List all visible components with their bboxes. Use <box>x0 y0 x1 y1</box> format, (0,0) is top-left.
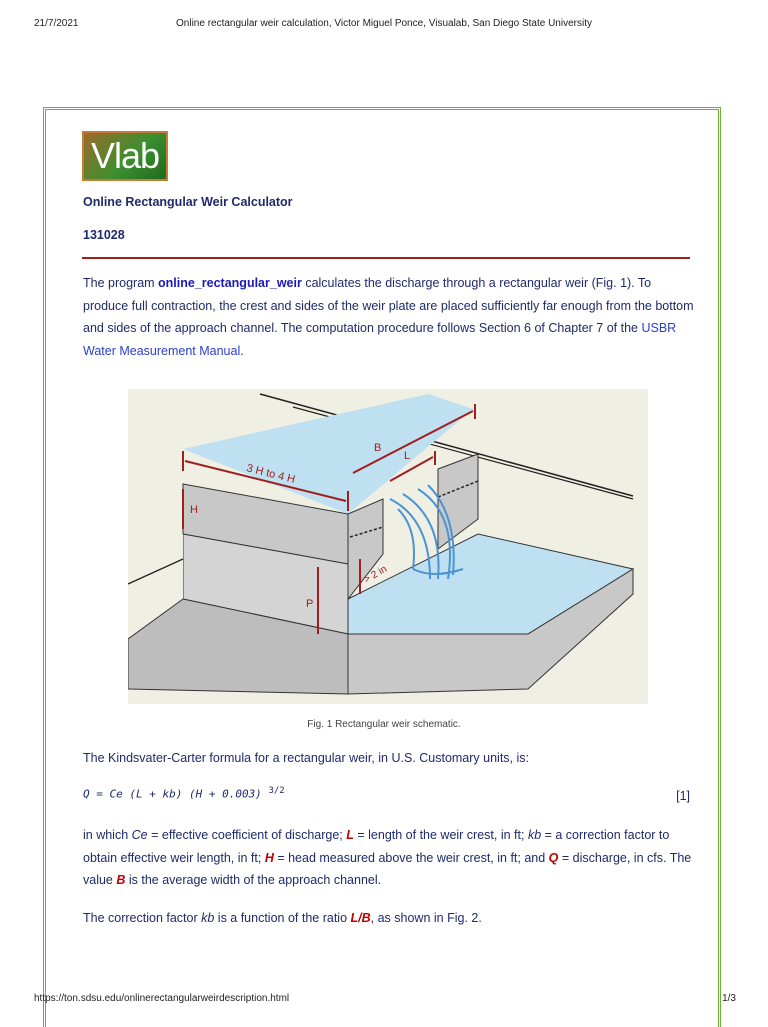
program-name: online_rectangular_weir <box>158 276 302 290</box>
dimension-label-l: L <box>404 450 411 462</box>
divider <box>82 257 690 259</box>
def-text: = length of the weir crest, in ft; <box>353 828 528 842</box>
left-background <box>128 529 183 599</box>
symbol-q: Q <box>548 850 559 865</box>
print-url: https://ton.sdsu.edu/onlinerectangularweirdescription.html <box>34 993 290 1004</box>
symbol-ce: Ce <box>131 828 148 842</box>
def-text: = head measured above the weir crest, in ft; and <box>273 850 549 865</box>
intro-text-1: The program <box>83 276 159 290</box>
symbol-h: H <box>264 850 274 865</box>
correction-text: The correction factor <box>83 911 202 925</box>
page-title: Online Rectangular Weir Calculator <box>83 195 293 209</box>
dimension-label-p: P <box>306 598 314 610</box>
def-text: = discharge, in cfs. The value <box>83 850 692 887</box>
dimension-label-h: H <box>190 504 198 516</box>
def-text: is the average width of the approach channel. <box>125 873 382 887</box>
weir-schematic-figure <box>128 389 648 704</box>
intro-paragraph <box>83 272 695 362</box>
page-number: 1/3 <box>722 993 736 1004</box>
def-text: = effective coefficient of discharge; <box>147 828 347 842</box>
symbol-b: B <box>116 873 126 887</box>
symbol-l: L <box>346 828 354 842</box>
formula-intro: The Kindsvater-Carter formula for a rectangular weir, in U.S. Customary units, is: <box>83 751 529 765</box>
symbol-kb: kb <box>201 911 215 925</box>
definitions-paragraph <box>83 824 695 892</box>
usbr-manual-link[interactable]: USBR Water Measurement Manual <box>83 321 677 358</box>
dimension-label-length: 3 H to 4 H <box>245 462 297 486</box>
symbol-kb: kb <box>527 828 542 842</box>
print-title: Online rectangular weir calculation, Victor Miguel Ponce, Visualab, San Diego State University <box>176 18 592 29</box>
correction-text: is a function of the ratio <box>214 911 351 925</box>
dimension-label-b: B <box>374 442 382 454</box>
correction-paragraph <box>83 907 695 930</box>
figure-caption: Fig. 1 Rectangular weir schematic. <box>307 719 461 730</box>
correction-text: , as shown in Fig. 2. <box>370 911 482 925</box>
dimension-label-gap: > 2 in <box>362 563 389 586</box>
calculator-id: 131028 <box>83 228 125 242</box>
print-date: 21/7/2021 <box>34 18 79 29</box>
weir-plate-right <box>438 454 478 549</box>
def-text: in which <box>83 828 132 842</box>
equation <box>83 786 285 801</box>
equation-exponent: 3/2 <box>268 786 285 796</box>
ratio-lb: L/B <box>350 911 371 925</box>
equation-number: [1] <box>676 789 690 803</box>
weir-schematic-svg <box>128 389 648 704</box>
vlab-logo[interactable]: Vlab <box>82 131 168 181</box>
def-text: = a correction factor to obtain effective weir length, in ft; <box>83 828 670 865</box>
equation-text: Q = Ce (L + kb) (H + 0.003) <box>83 787 262 801</box>
intro-text-2: calculates the discharge through a rectangular weir (Fig. 1). To produce full contraction, the crest and sides of the weir plate are placed sufficiently far enough from the bottom and sides of the approach channel. The computation procedure follows Section 6 of Chapter 7 of the <box>83 276 694 335</box>
intro-text-3: . <box>240 343 244 358</box>
